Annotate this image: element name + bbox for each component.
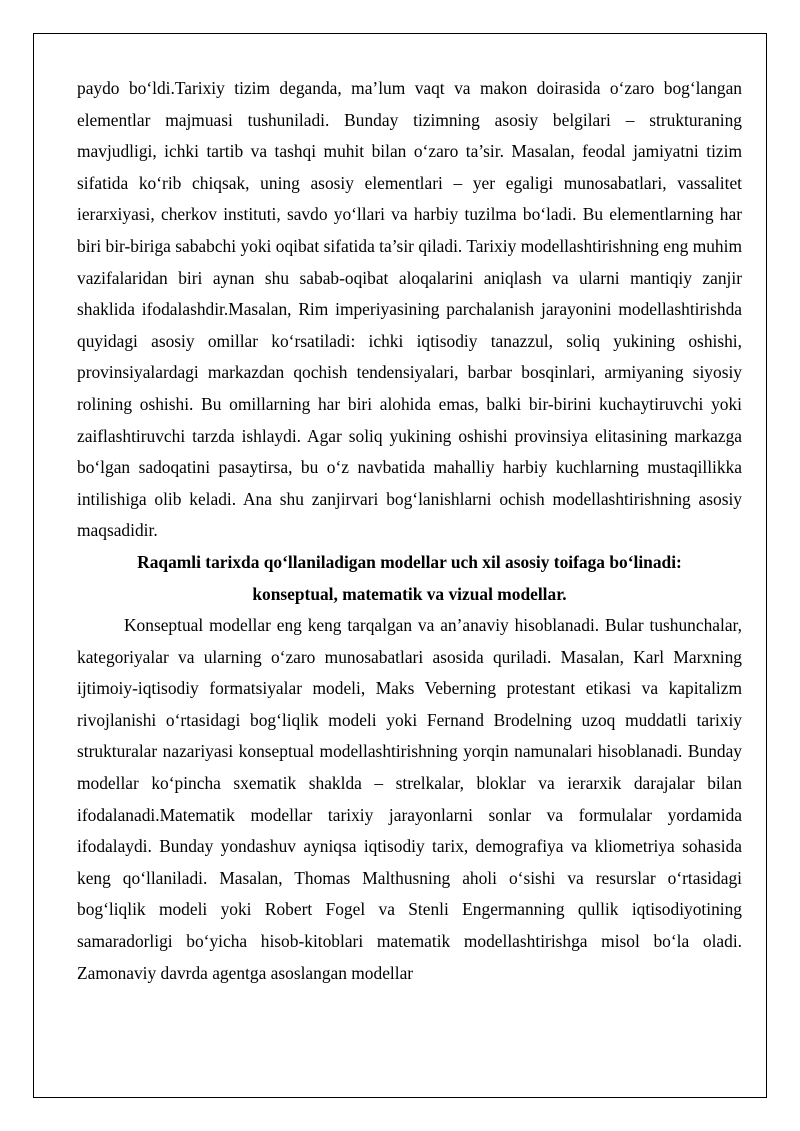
- paragraph: Konseptual modellar eng keng tarqalgan va an’anaviy hisoblanadi. Bular tushunchalar, kategoriyalar va ularning o‘zaro munosabatlari asosida quriladi. Masalan, Karl Marxning ijtimoiy-iqtisodiy formatsiyalar modeli, Maks Veberning protestant etikasi va kapitalizm rivojlanishi o‘rtasidagi bog‘liqlik modeli yoki Fernand Brodelning uzoq muddatli tarixiy strukturalar nazariyasi konseptual modellashtirishning yorqin namunalari hisoblanadi. Bunday modellar ko‘pincha sxematik shaklda – strelkalar, bloklar va ierarxik darajalar bilan ifodalanadi.Matematik modellar tarixiy jarayonlarni sonlar va formulalar yordamida ifodalaydi. Bunday yondashuv ayniqsa iqtisodiy tarix, demografiya va kliometriya sohasida keng qo‘llaniladi. Masalan, Thomas Malthusning aholi o‘sishi va resurslar o‘rtasidagi bog‘liqlik modeli yoki Robert Fogel va Stenli Engermanning qullik iqtisodiyotining samaradorligi bo‘yicha hisob-kitoblari matematik modellashtirishga misol bo‘la oladi. Zamonaviy davrda agentga asoslangan modellar: [77, 615, 742, 983]
- section-heading-line-2: konseptual, matematik va vizual modellar.: [252, 583, 567, 604]
- section-heading-line-1: Raqamli tarixda qo‘llaniladigan modellar uch xil asosiy toifaga bo‘linadi:: [137, 551, 682, 572]
- document-body: [77, 73, 742, 989]
- paragraph: paydo bo‘ldi.Tarixiy tizim deganda, ma’lum vaqt va makon doirasida o‘zaro bog‘langan elementlar majmuasi tushuniladi. Bunday tizimning asosiy belgilari – strukturaning mavjudligi, ichki tartib va tashqi muhit bilan o‘zaro ta’sir. Masalan, feodal jamiyatni tizim sifatida ko‘rib chiqsak, uning asosiy elementlari – yer egaligi munosabatlari, vassalitet ierarxiyasi, cherkov instituti, savdo yo‘llari va harbiy tuzilma bo‘ladi. Bu elementlarning har biri bir-biriga sababchi yoki oqibat sifatida ta’sir qiladi. Tarixiy modellashtirishning eng muhim vazifalaridan biri aynan shu sabab-oqibat aloqalarini aniqlash va ularni mantiqiy zanjir shaklida ifodalashdir.Masalan, Rim imperiyasining parchalanish jarayonini modellashtirishda quyidagi asosiy omillar ko‘rsatiladi: ichki iqtisodiy tanazzul, soliq yukining oshishi, provinsiyalardagi markazdan qochish tendensiyalari, barbar bosqinlari, armiyaning siyosiy rolining oshishi. Bu omillarning har biri alohida emas, balki bir-birini kuchaytiruvchi yoki zaiflashtiruvchi tarzda ishlaydi. Agar soliq yukining oshishi provinsiya elitasining markazga bo‘lgan sadoqatini pasaytirsa, bu o‘z navbatida mahalliy harbiy kuchlarning mustaqillikka intilishiga olib keladi. Ana shu zanjirvari bog‘lanishlarni ochish modellashtirishning asosiy maqsadidir.: [77, 78, 742, 541]
